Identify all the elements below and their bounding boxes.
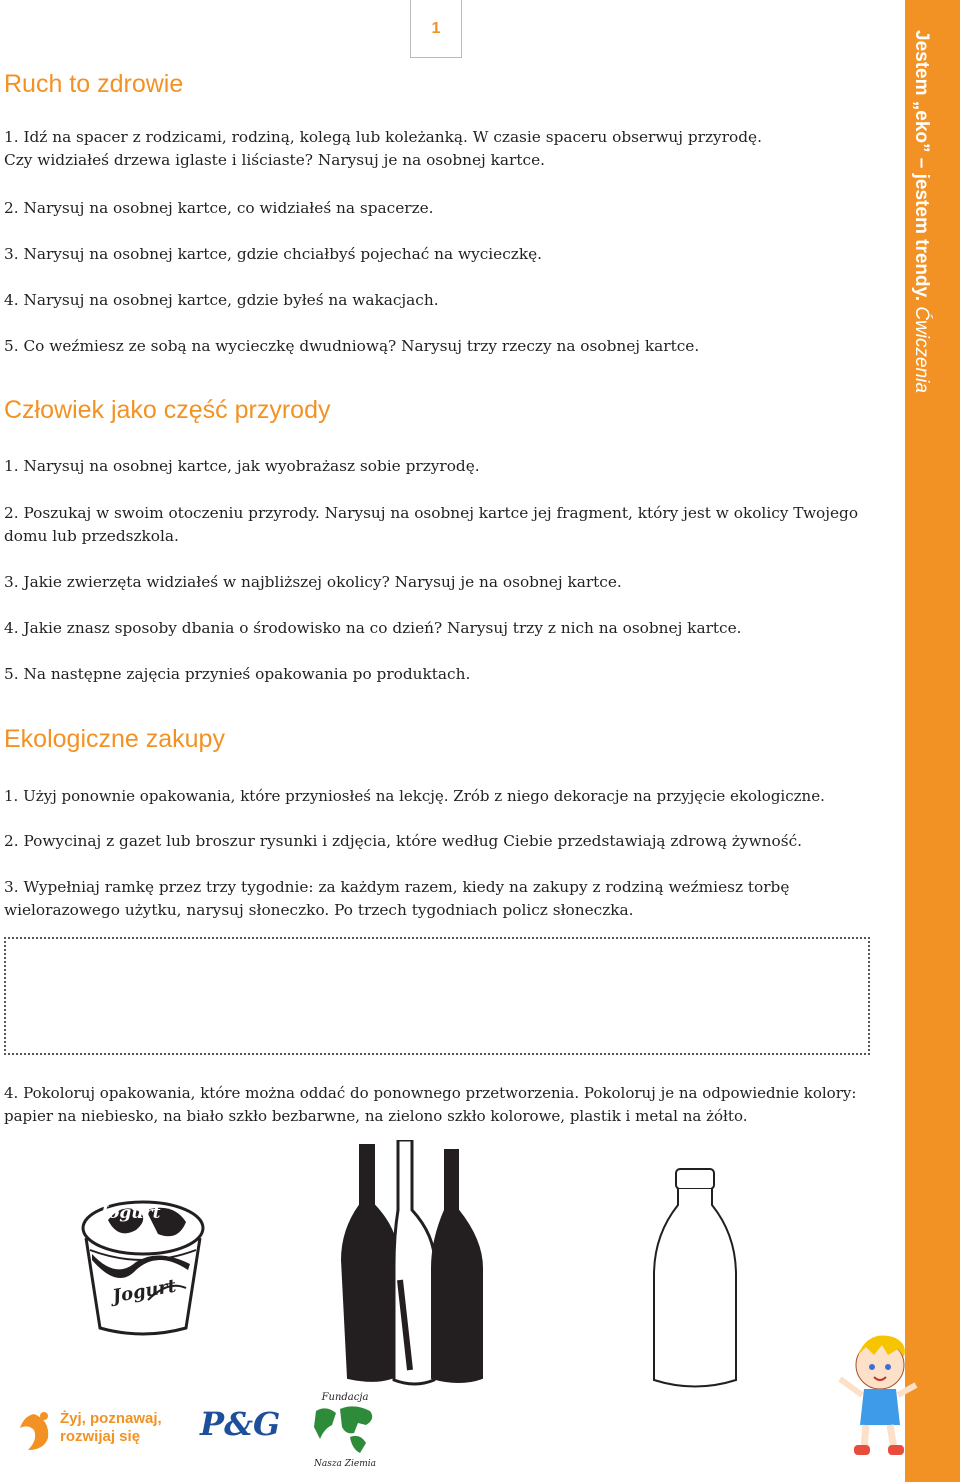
czlowiek-item-3: 3. Jakie zwierzęta widziałeś w najbliższej okolicy? Narysuj je na osobnej kartce.	[4, 573, 622, 591]
sun-drawing-frame[interactable]	[4, 937, 870, 1055]
eko-item-4: 4. Pokoloruj opakowania, które można oddać do ponownego przetworzenia. Pokoloruj je na odpowiednie kolory: papier na niebiesko, na biało szkło bezbarwne, na zielono szkło kolorowe, plastik i metal na żółto.	[4, 1084, 857, 1125]
glass-bottles-illustration[interactable]	[320, 1140, 500, 1390]
ruch-item-5: 5. Co weźmiesz ze sobą na wycieczkę dwudniową? Narysuj trzy rzeczy na osobnej kartce.	[4, 337, 700, 355]
ruch-item-3: 3. Narysuj na osobnej kartce, gdzie chciałbyś pojechać na wycieczkę.	[4, 245, 543, 263]
czlowiek-item-4: 4. Jakie znasz sposoby dbania o środowisko na co dzień? Narysuj trzy z nich na osobnej kartce.	[4, 619, 742, 637]
sidebar-title-bold: Jestem „eko” – jestem trendy.	[911, 30, 932, 302]
ruch-item-2: 2. Narysuj na osobnej kartce, co widziałeś na spacerze.	[4, 199, 434, 217]
fundacja-logo	[310, 1392, 380, 1472]
orange-figure-logo-icon	[12, 1410, 56, 1454]
ruch-item-4: 4. Narysuj na osobnej kartce, gdzie byłeś na wakacjach.	[4, 291, 439, 309]
eko-item-2: 2. Powycinaj z gazet lub broszur rysunki i zdjęcia, które według Ciebie przedstawiają zdrową żywność.	[4, 832, 802, 850]
page-number-tab	[410, 0, 462, 58]
slogan-logo	[60, 1410, 162, 1446]
page-number: 1	[431, 19, 441, 37]
yogurt-cup-illustration[interactable]	[78, 1190, 208, 1340]
section-title-ruch: Ruch to zdrowie	[4, 70, 184, 98]
world-map-icon	[310, 1403, 380, 1455]
child-illustration	[838, 1325, 918, 1465]
ruch-item-1: 1. Idź na spacer z rodzicami, rodziną, kolegą lub koleżanką. W czasie spaceru obserwuj przyrodę.	[4, 128, 762, 146]
milk-bottle-illustration[interactable]	[640, 1165, 750, 1395]
fundacja-label-top: Fundacja	[321, 1392, 369, 1403]
eko-item-1: 1. Użyj ponownie opakowania, które przyniosłeś na lekcję. Zrób z niego dekoracje na przyjęcie ekologiczne.	[4, 787, 825, 805]
pg-logo: P&G	[200, 1405, 281, 1443]
section-title-ekologiczne: Ekologiczne zakupy	[4, 725, 225, 753]
slogan-line-1: Żyj, poznawaj,	[60, 1410, 162, 1427]
czlowiek-item-2: 2. Poszukaj w swoim otoczeniu przyrody. Narysuj na osobnej kartce jej fragment, który jest w okolicy Twojego domu lub przedszkola.	[4, 504, 859, 545]
slogan-line-2: rozwijaj się	[60, 1428, 141, 1445]
ruch-item-1-cont: Czy widziałeś drzewa iglaste i liściaste? Narysuj je na osobnej kartce.	[4, 151, 545, 169]
section-title-czlowiek: Człowiek jako część przyrody	[4, 396, 331, 424]
yogurt-lid-label: Jogurt	[100, 1203, 161, 1223]
sidebar-title-italic: Ćwiczenia	[911, 306, 932, 393]
czlowiek-item-5: 5. Na następne zajęcia przynieś opakowania po produktach.	[4, 665, 471, 683]
czlowiek-item-1: 1. Narysuj na osobnej kartce, jak wyobrażasz sobie przyrodę.	[4, 457, 480, 475]
fundacja-label-bottom: Nasza Ziemia	[313, 1459, 377, 1469]
yogurt-cup-label: Jogurt	[111, 1275, 178, 1308]
eko-item-3: 3. Wypełniaj ramkę przez trzy tygodnie: za każdym razem, kiedy na zakupy z rodziną weźmiesz torbę wielorazowego użytku, narysuj słoneczko. Po trzech tygodniach policz słoneczka.	[4, 878, 790, 919]
sidebar-title	[910, 30, 932, 393]
